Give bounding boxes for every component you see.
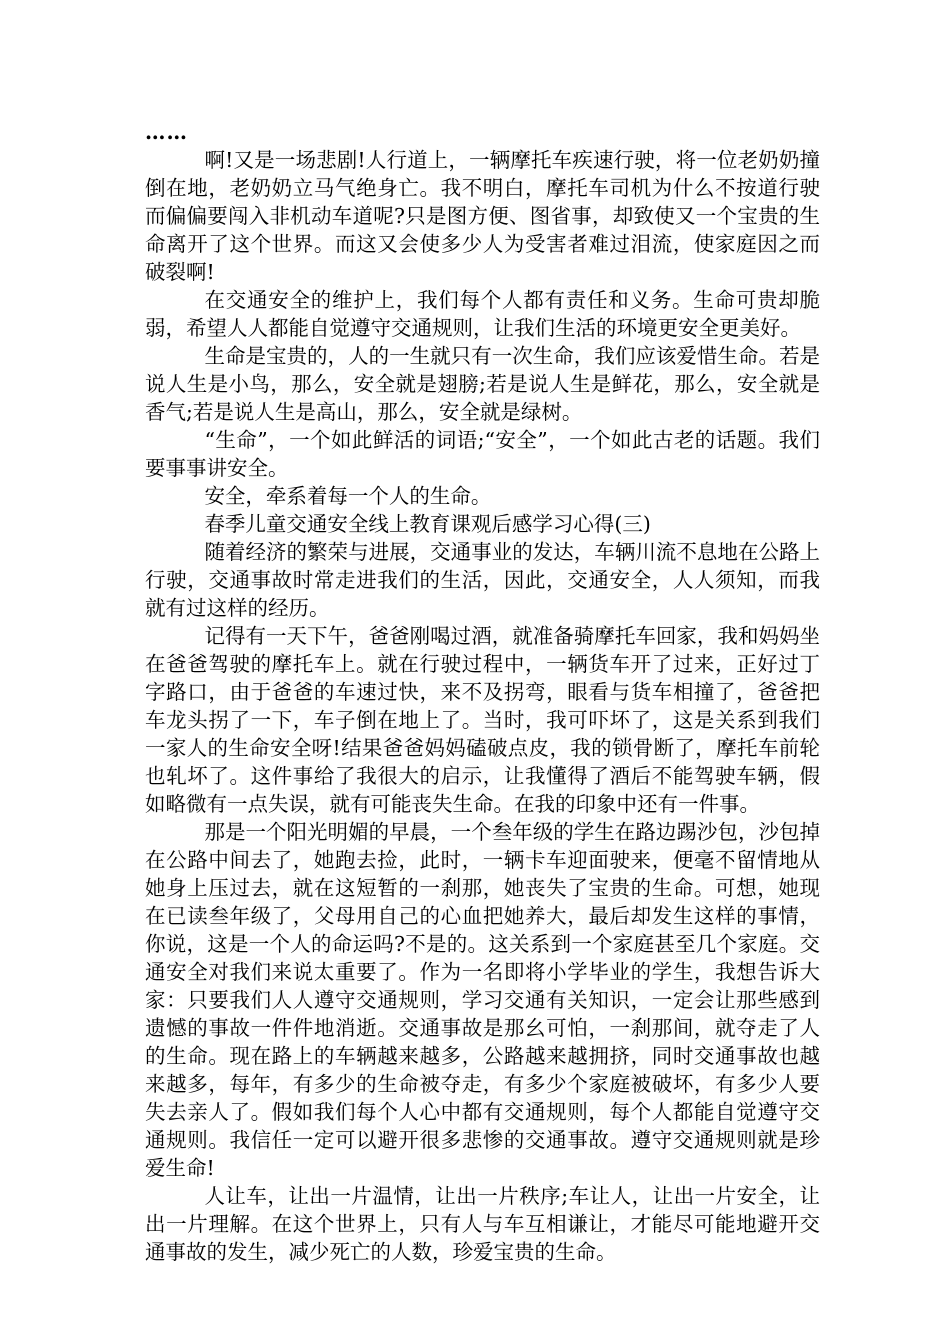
document-body: [145, 118, 820, 1266]
paragraph-economy: 随着经济的繁荣与进展，交通事业的发达，车辆川流不息地在公路上行驶，交通事故时常走进我们的生活，因此，交通安全，人人须知，而我就有过这样的经历。: [145, 540, 820, 620]
paragraph-morning: 那是一个阳光明媚的早晨，一个叁年级的学生在路边踢沙包，沙包掉在公路中间去了，她跑去捡，此时，一辆卡车迎面驶来，便毫不留情地从她身上压过去，就在这短暂的一刹那，她丧失了宝贵的生命。可想，她现在已读叁年级了，父母用自己的心血把她养大，最后却发生这样的事情，你说，这是一个人的命运吗?不是的。这关系到一个家庭甚至几个家庭。交通安全对我们来说太重要了。作为一名即将小学毕业的学生，我想告诉大家：只要我们人人遵守交通规则，学习交通有关知识，一定会让那些感到遗憾的事故一件件地消逝。交通事故是那幺可怕，一刹那间，就夺走了人的生命。现在路上的车辆越来越多，公路越来越拥挤，同时交通事故也越来越多，每年，有多少的生命被夺走，有多少个家庭被破坏，有多少人要失去亲人了。假如我们每个人心中都有交通规则，每个人都能自觉遵守交通规则。我信任一定可以避开很多悲惨的交通事故。遵守交通规则就是珍爱生命!: [145, 820, 820, 1180]
paragraph-safety-life: 安全，牵系着每一个人的生命。: [204, 484, 492, 508]
paragraph-conclusion: 人让车，让出一片温情，让出一片秩序;车让人，让出一片安全，让出一片理解。在这个世界上，只有人与车互相谦让，才能尽可能地避开交通事故的发生，减少死亡的人数，珍爱宝贵的生命。: [145, 1184, 820, 1264]
paragraph-life-precious: 生命是宝贵的，人的一生就只有一次生命，我们应该爱惜生命。若是说人生是小鸟，那么，安全就是翅膀;若是说人生是鲜花，那么，安全就是香气;若是说人生是高山，那么，安全就是绿树。: [145, 344, 820, 424]
ellipsis-marker: ……: [145, 120, 188, 144]
section-heading: 春季儿童交通安全线上教育课观后感学习心得(三): [204, 512, 651, 536]
paragraph-responsibility: 在交通安全的维护上，我们每个人都有责任和义务。生命可贵却脆弱，希望人人都能自觉遵守交通规则，让我们生活的环境更安全更美好。: [145, 288, 820, 340]
paragraph-memory: 记得有一天下午，爸爸刚喝过酒，就准备骑摩托车回家，我和妈妈坐在爸爸驾驶的摩托车上。就在行驶过程中，一辆货车开了过来，正好过丁字路口，由于爸爸的车速过快，来不及拐弯，眼看与货车相撞了，爸爸把车龙头拐了一下，车子倒在地上了。当时，我可吓坏了，这是关系到我们一家人的生命安全呀!结果爸爸妈妈磕破点皮，我的锁骨断了，摩托车前轮也轧坏了。这件事给了我很大的启示，让我懂得了酒后不能驾驶车辆，假如略微有一点失误，就有可能丧失生命。在我的印象中还有一件事。: [145, 624, 820, 816]
paragraph-tragedy: 啊!又是一场悲剧!人行道上，一辆摩托车疾速行驶，将一位老奶奶撞倒在地，老奶奶立马气绝身亡。我不明白，摩托车司机为什么不按道行驶而偏偏要闯入非机动车道呢?只是图方便、图省事，却致使又一个宝贵的生命离开了这个世界。而这又会使多少人为受害者难过泪流，使家庭因之而破裂啊!: [145, 148, 820, 284]
paragraph-life-safety-words: “生命”，一个如此鲜活的词语;“安全”，一个如此古老的话题。我们要事事讲安全。: [145, 428, 820, 480]
